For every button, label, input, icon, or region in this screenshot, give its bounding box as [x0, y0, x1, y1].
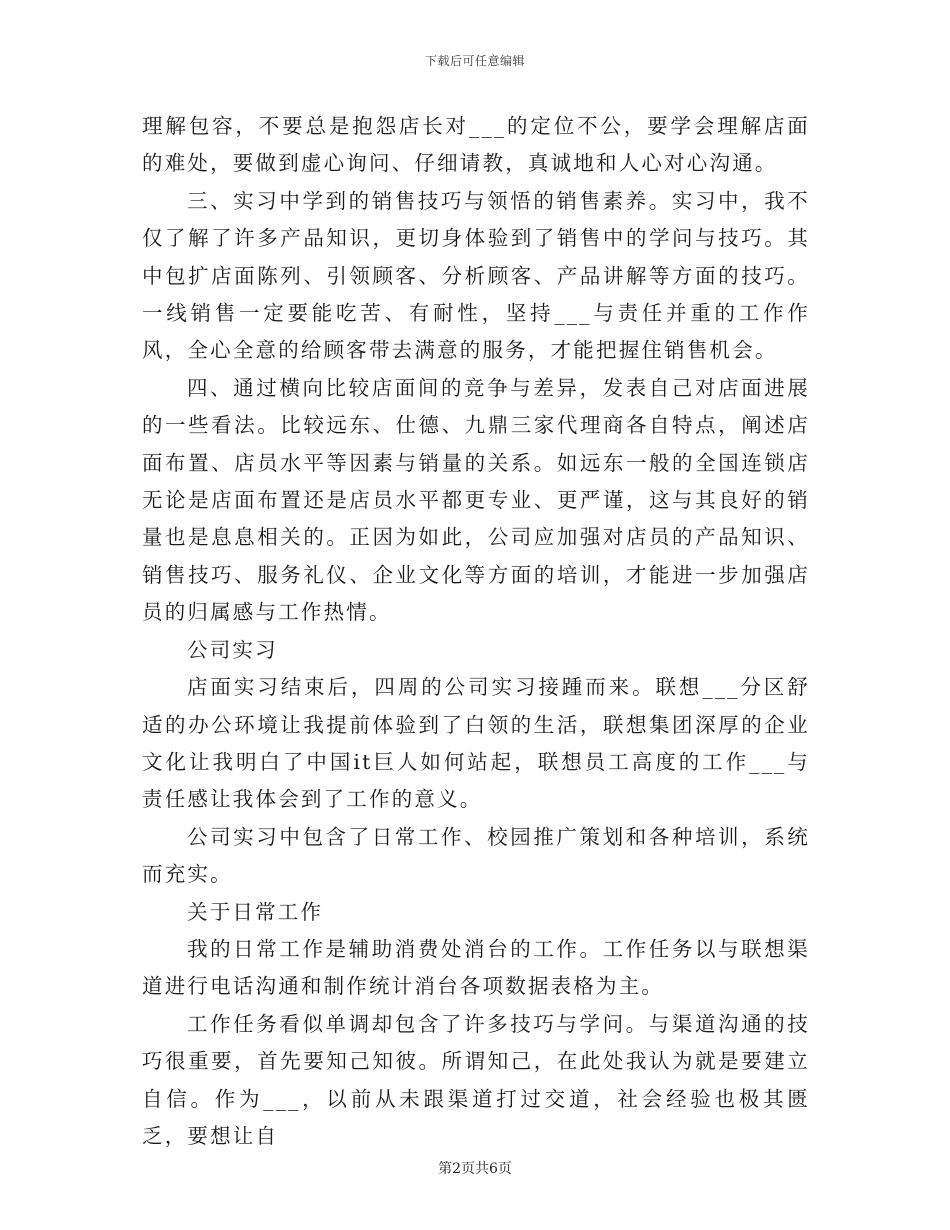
section-heading: 公司实习	[187, 637, 278, 662]
page-header-note: 下载后可任意编辑	[424, 54, 525, 68]
paragraph: 工作任务看似单调却包含了许多技巧与学问。与渠道沟通的技巧很重要，首先要知己知彼。所谓知己，在此处我认为就是要建立自信。作为___，以前从未跟渠道打过交道，社会经验也极其匮乏，要想让自	[142, 1011, 810, 1148]
paragraph: 三、实习中学到的销售技巧与领悟的销售素养。实习中，我不仅了解了许多产品知识，更切身体验到了销售中的学问与技巧。其中包扩店面陈列、引领顾客、分析顾客、产品讲解等方面的技巧。一线销售一定要能吃苦、有耐性，坚持___与责任并重的工作作风，全心全意的给顾客带去满意的服务，才能把握住销售机会。	[142, 188, 810, 363]
paragraph: 我的日常工作是辅助消费处消台的工作。工作任务以与联想渠道进行电话沟通和制作统计消台各项数据表格为主。	[142, 936, 810, 999]
paragraph: 公司实习中包含了日常工作、校园推广策划和各种培训，系统而充实。	[142, 824, 810, 887]
document-body	[142, 108, 810, 1155]
section-heading: 关于日常工作	[187, 899, 324, 924]
paragraph: 理解包容，不要总是抱怨店长对___的定位不公，要学会理解店面的难处，要做到虚心询问、仔细请教，真诚地和人心对心沟通。	[142, 114, 810, 176]
paragraph: 店面实习结束后，四周的公司实习接踵而来。联想___分区舒适的办公环境让我提前体验到了白领的生活，联想集团深厚的企业文化让我明白了中国it巨人如何站起，联想员工高度的工作___与责任感让我体会到了工作的意义。	[142, 675, 810, 812]
paragraph: 四、通过横向比较店面间的竞争与差异，发表自己对店面进展的一些看法。比较远东、仕德、九鼎三家代理商各自特点，阐述店面布置、店员水平等因素与销量的关系。如远东一般的全国连锁店无论是店面布置还是店员水平都更专业、更严谨，这与其良好的销量也是息息相关的。正因为如此，公司应加强对店员的产品知识、销售技巧、服务礼仪、企业文化等方面的培训，才能进一步加强店员的归属感与工作热情。	[142, 375, 810, 625]
page-number-footer: 第2页共6页	[438, 1161, 512, 1177]
